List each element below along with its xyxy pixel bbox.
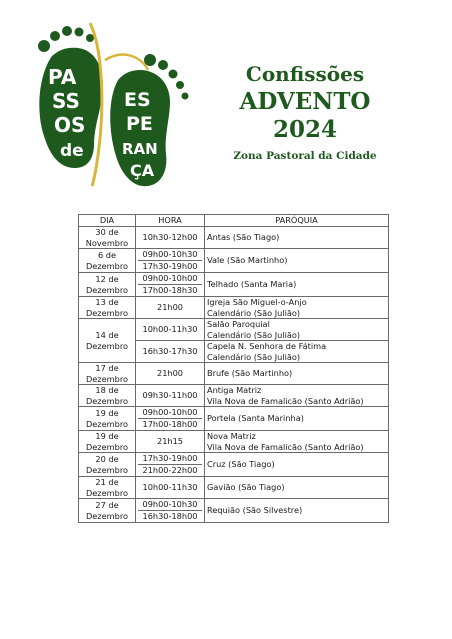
hora-value: 09h00-10h00 — [142, 407, 198, 417]
paroquia-line: Calendário (São Julião) — [207, 329, 301, 340]
cell-hora — [136, 297, 205, 319]
cell-dia: 12 de Dezembro — [79, 273, 136, 297]
hora-value: 21h00-22h00 — [138, 464, 202, 476]
page-subtitle: ADVENTO 2024 — [239, 88, 371, 143]
left-foot-icon — [38, 26, 103, 168]
cell-paroquia — [205, 385, 389, 407]
hora-value: 16h30-17h30 — [142, 346, 198, 356]
paroquia-line: Salão Paroquial — [207, 319, 270, 329]
cell-hora — [136, 407, 205, 431]
paroquia-line: Cruz (São Tiago) — [207, 459, 275, 470]
paroquia-line: Vale (São Martinho) — [207, 255, 288, 266]
paroquia-line: Calendário (São Julião) — [207, 351, 301, 362]
right-foot-icon — [110, 54, 188, 186]
table-header-row — [79, 215, 389, 227]
cell-paroquia — [205, 341, 389, 363]
table-row — [79, 273, 389, 297]
zone-label: Zona Pastoral da Cidade — [233, 150, 377, 162]
cell-hora — [136, 227, 205, 249]
paroquia-line: Requião (São Silvestre) — [207, 505, 303, 516]
paroquia-line: Igreja São Miguel-o-Anjo — [207, 297, 307, 307]
hora-value: 10h00-11h30 — [142, 324, 198, 334]
hora-value: 09h00-10h30 — [142, 499, 198, 509]
cell-hora — [136, 431, 205, 453]
table-row — [79, 453, 389, 477]
hora-value: 09h00-10h30 — [142, 249, 198, 259]
passos-de-esperanca-logo — [30, 18, 200, 193]
logo-left-line-1: PA — [48, 65, 77, 89]
cell-paroquia — [205, 319, 389, 341]
table-row — [79, 297, 389, 319]
paroquia-line: Vila Nova de Famalicão (Santo Adrião) — [207, 441, 364, 452]
hora-value: 17h30-19h00 — [138, 260, 202, 272]
logo-left-line-4: de — [60, 141, 84, 161]
table-row — [79, 227, 389, 249]
cell-paroquia — [205, 363, 389, 385]
logo-left-line-3: OS — [54, 113, 86, 137]
hora-value: 16h30-18h00 — [138, 510, 202, 522]
hora-value: 17h00-18h30 — [138, 284, 202, 296]
cell-hora — [136, 319, 205, 341]
cell-paroquia — [205, 431, 389, 453]
cell-dia: 17 de Dezembro — [79, 363, 136, 385]
paroquia-line: Gavião (São Tiago) — [207, 482, 285, 493]
cell-paroquia — [205, 453, 389, 477]
title-block — [205, 62, 405, 162]
table-row — [79, 407, 389, 431]
logo-right-line-1: ES — [124, 89, 151, 111]
hora-value: 21h15 — [156, 436, 184, 446]
hora-value: 21h00 — [156, 368, 184, 378]
cell-hora — [136, 273, 205, 297]
cell-hora — [136, 249, 205, 273]
paroquia-line: Calendário (São Julião) — [207, 307, 301, 318]
paroquia-line: Vila Nova de Famalicão (Santo Adrião) — [207, 395, 364, 406]
cell-dia: 30 de Novembro — [79, 227, 136, 249]
cell-dia: 13 de Dezembro — [79, 297, 136, 319]
cell-hora — [136, 499, 205, 523]
cell-dia: 19 de Dezembro — [79, 407, 136, 431]
hora-value: 17h30-19h00 — [142, 453, 198, 463]
paroquia-line: Telhado (Santa Maria) — [207, 279, 297, 290]
cell-paroquia — [205, 297, 389, 319]
cell-dia: 18 de Dezembro — [79, 385, 136, 407]
hora-value: 17h00-18h00 — [138, 418, 202, 430]
cell-dia: 6 de Dezembro — [79, 249, 136, 273]
hora-value: 09h30-11h00 — [142, 390, 198, 400]
cell-paroquia — [205, 249, 389, 273]
paroquia-line: Portela (Santa Marinha) — [207, 413, 304, 424]
cell-paroquia — [205, 407, 389, 431]
cell-dia: 27 de Dezembro — [79, 499, 136, 523]
cell-paroquia — [205, 273, 389, 297]
hora-value: 21h00 — [156, 302, 184, 312]
cell-hora — [136, 341, 205, 363]
table-row — [79, 363, 389, 385]
hora-value: 10h00-11h30 — [142, 482, 198, 492]
header-hora: HORA — [136, 215, 205, 227]
cell-paroquia — [205, 477, 389, 499]
cell-hora — [136, 385, 205, 407]
paroquia-line: Brufe (São Martinho) — [207, 368, 293, 379]
table-row — [79, 499, 389, 523]
table-row — [79, 431, 389, 453]
cell-hora — [136, 477, 205, 499]
schedule-table — [78, 214, 389, 523]
paroquia-line: Antas (São Tiago) — [207, 232, 280, 243]
table-row — [79, 249, 389, 273]
table-row — [79, 319, 389, 341]
logo-right-line-4: ÇA — [130, 161, 155, 180]
header-paroquia: PARÓQUIA — [205, 215, 389, 227]
logo-left-line-2: SS — [52, 89, 80, 113]
cell-hora — [136, 453, 205, 477]
schedule-body — [79, 227, 389, 523]
table-row — [79, 477, 389, 499]
cell-dia: 21 de Dezembro — [79, 477, 136, 499]
cell-dia: 14 de Dezembro — [79, 319, 136, 363]
table-row — [79, 385, 389, 407]
paroquia-line: Antiga Matriz — [207, 385, 262, 395]
cell-paroquia — [205, 499, 389, 523]
cell-dia: 19 de Dezembro — [79, 431, 136, 453]
page-title: Confissões — [245, 62, 365, 86]
cell-paroquia — [205, 227, 389, 249]
logo-right-line-3: RAN — [122, 140, 158, 158]
hora-value: 09h00-10h00 — [142, 273, 198, 283]
hora-value: 10h30-12h00 — [142, 232, 198, 242]
header-dia: DIA — [79, 215, 136, 227]
logo-right-line-2: PE — [126, 113, 153, 135]
cell-hora — [136, 363, 205, 385]
paroquia-line: Capela N. Senhora de Fátima — [207, 341, 327, 351]
paroquia-line: Nova Matriz — [207, 431, 256, 441]
cell-dia: 20 de Dezembro — [79, 453, 136, 477]
